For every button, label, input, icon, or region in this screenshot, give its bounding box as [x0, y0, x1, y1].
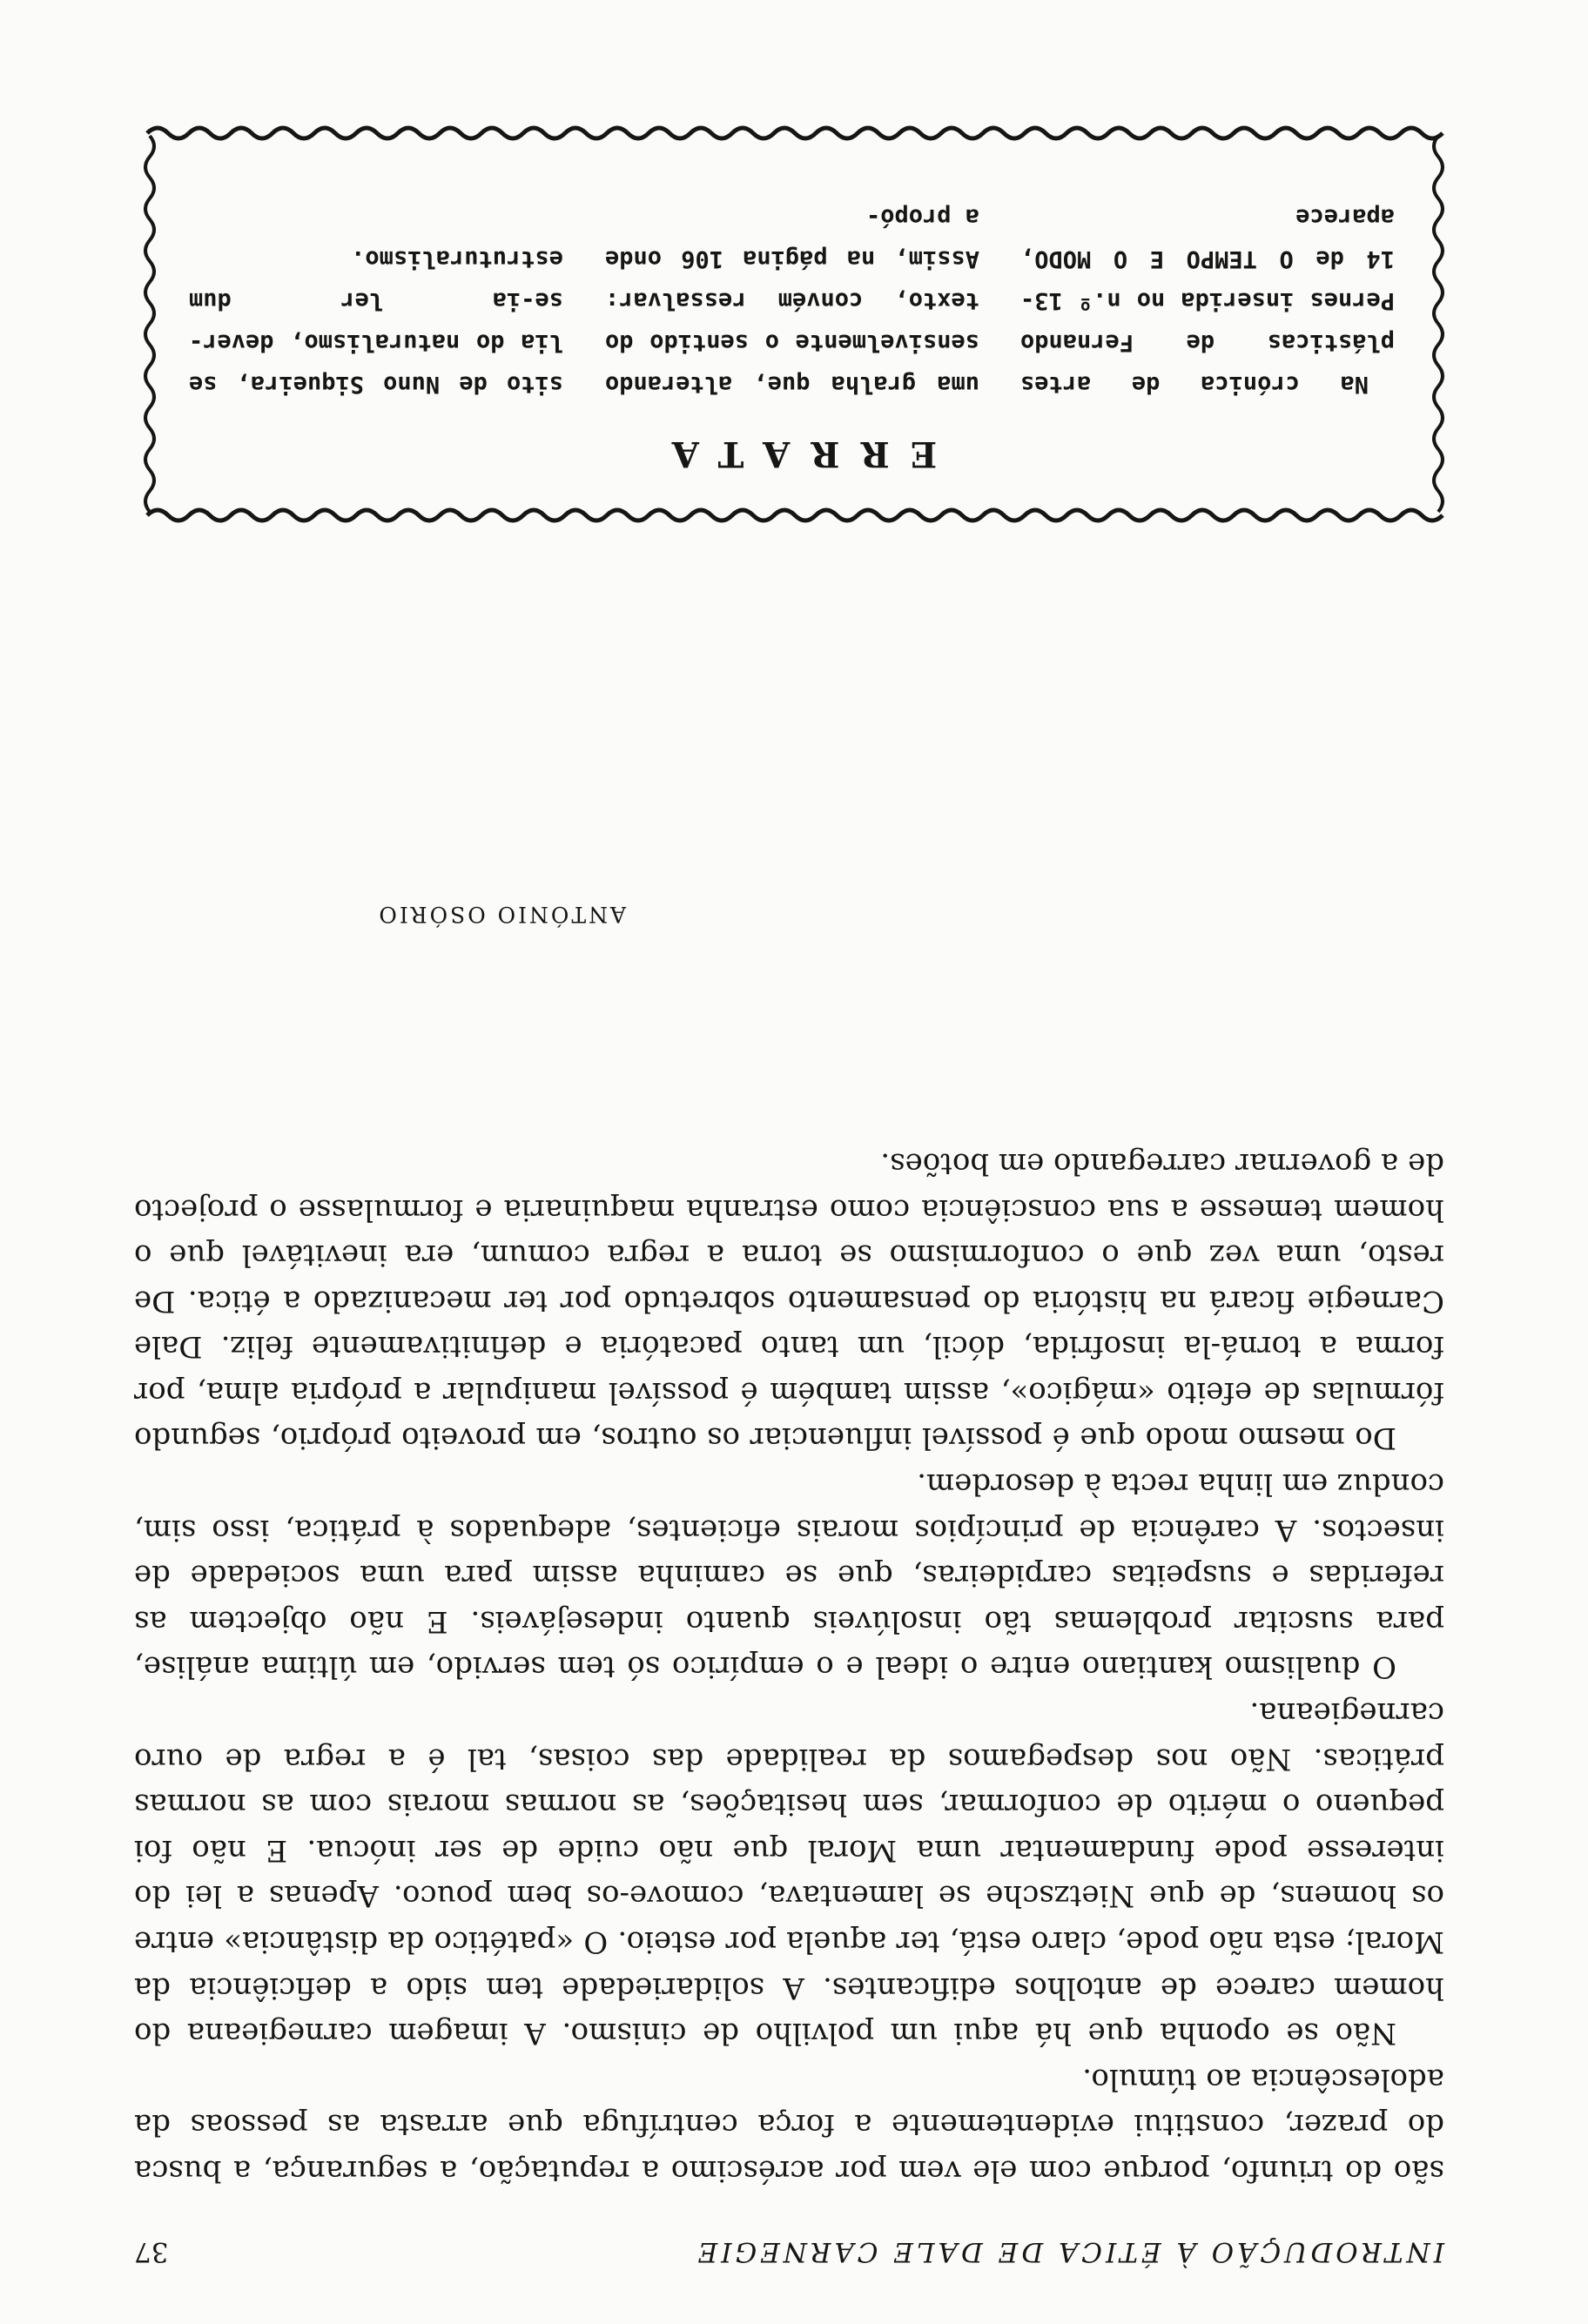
- errata-column: [605, 196, 979, 405]
- errata-text: Na crónica de artes plásticas de Fernando Pernes inserida no n.º 13-14 de O TEMPO E O MODO, aparece: [1020, 204, 1395, 398]
- errata-column: [1020, 196, 1395, 405]
- paragraph: Não se oponha que há aqui um polvilho de cinismo. A imagem carnegieana do homem carece de antolhos edificantes. A solidariedade tem sido a deficiência da Moral; esta não pode, claro está, ter aquela por esteio. O «patético da distância» entre os homens, de que Nietzsche se lamentava, comove-os bem pouco. Apenas a lei do interesse pode fundamentar uma Moral que não cuide de ser inócua. E não foi pequeno o mérito de conformar, sem hesitações, as normas morais com as normas práticas. Não nos despegamos da realidade das coisas, tal é a regra de ouro carnegieana.: [134, 1696, 1444, 2052]
- running-head: [134, 2233, 1444, 2267]
- errata-column: [189, 238, 563, 405]
- paragraph: Do mesmo modo que é possível influenciar os outros, em proveito próprio, segundo fórmulas de efeito «mágico», assim também é possível manipular a própria alma, por forma a torná-la insofrida, dócil, um tanto pacatória e definitivamente feliz. Dale Carnegie ficará na história do pensamento sobretudo por ter mecanizado a ética. De resto, uma vez que o conformismo se torna a regra comum, era inevitável que o homem temesse a sua consciência como estranha maquinaria e formulasse o projecto de a governar carregando em botões.: [134, 1145, 1444, 1456]
- page-number: 37: [134, 2236, 169, 2267]
- essay-body: [134, 1140, 1444, 2193]
- errata-columns: [189, 152, 1395, 405]
- paragraph: são do triunfo, porque com ele vem por acréscimo a reputação, a segurança, a busca do prazer, constitui evidentemente a força centrífuga que arrasta as pessoas da adolescência ao túmulo.: [134, 2061, 1444, 2188]
- running-title: INTRODUÇÃO À ÉTICA DE DALE CARNEGIE: [694, 2236, 1444, 2267]
- errata-box: [141, 118, 1447, 531]
- errata-text: sito de Nuno Siqueira, se lia do naturalismo, dever-se-ia ler dum estruturalismo.: [189, 245, 563, 398]
- author-signature: ANTÓNIO OSÓRIO: [376, 902, 626, 927]
- paragraph: O dualismo kantiano entre o ideal e o empírico só tem servido, em última análise, para suscitar problemas tão insolúveis quanto indesejáveis. E não objectem as referidas e suspeitas carpideiras, que se caminha assim para uma sociedade de insectos. A carência de princípios morais eficientes, adequados à prática, isso sim, conduz em linha recta à desordem.: [134, 1467, 1444, 1685]
- errata-title: ERRATA: [650, 433, 938, 474]
- errata-text: uma gralha que, alterando sensivelmente o sentido do texto, convém ressalvar: Assim, na página 106 onde a propó-: [605, 204, 979, 398]
